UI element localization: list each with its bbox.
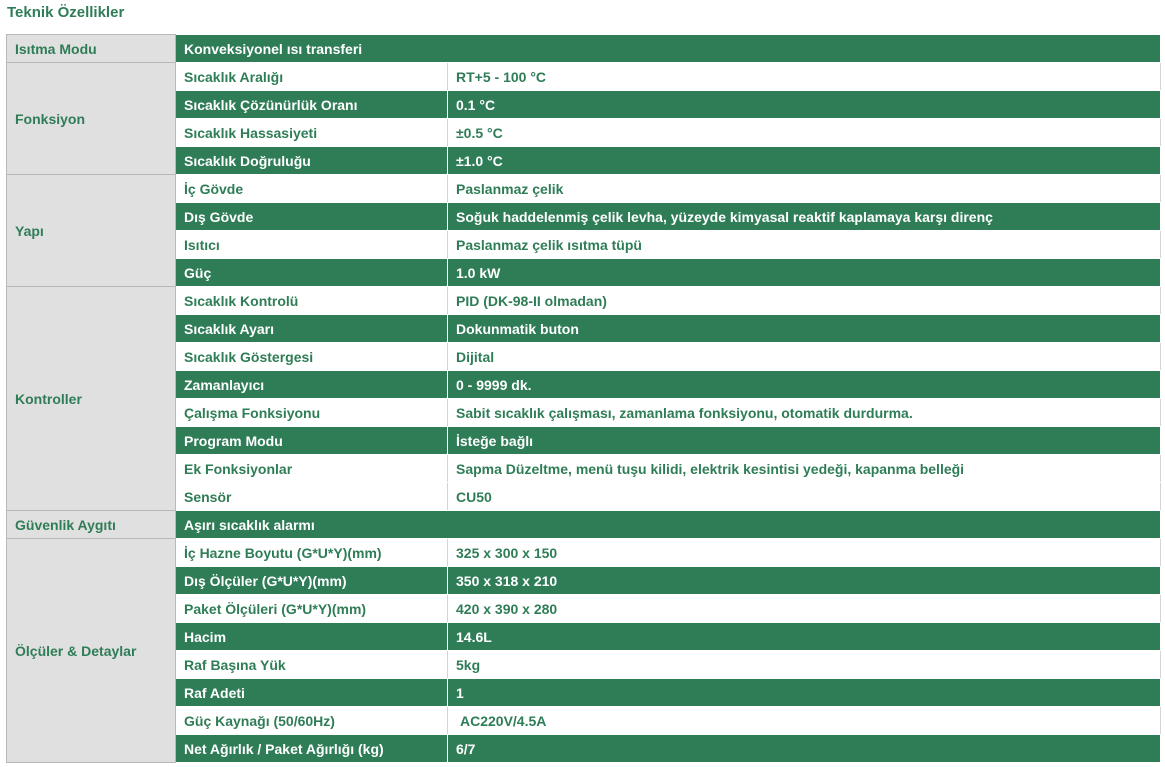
spec-label: Net Ağırlık / Paket Ağırlığı (kg)	[176, 735, 448, 763]
spec-value: 0.1 °C	[448, 91, 1161, 119]
spec-value: RT+5 - 100 °C	[448, 63, 1161, 91]
spec-value: 325 x 300 x 150	[448, 539, 1161, 567]
table-row	[7, 427, 1161, 455]
table-row	[7, 679, 1161, 707]
spec-label: Güç	[176, 259, 448, 287]
table-row	[7, 623, 1161, 651]
table-row	[7, 735, 1161, 763]
spec-label: Güç Kaynağı (50/60Hz)	[176, 707, 448, 735]
table-row	[7, 91, 1161, 119]
spec-label: Sensör	[176, 483, 448, 511]
table-row	[7, 511, 1161, 539]
spec-table-body	[7, 35, 1161, 763]
table-row	[7, 399, 1161, 427]
spec-label: Hacim	[176, 623, 448, 651]
table-row	[7, 203, 1161, 231]
spec-label: Sıcaklık Hassasiyeti	[176, 119, 448, 147]
spec-label: Isıtıcı	[176, 231, 448, 259]
spec-value: Paslanmaz çelik ısıtma tüpü	[448, 231, 1161, 259]
category-cell: Isıtma Modu	[7, 35, 176, 63]
spec-label: Sıcaklık Çözünürlük Oranı	[176, 91, 448, 119]
spec-label: Çalışma Fonksiyonu	[176, 399, 448, 427]
category-cell: Fonksiyon	[7, 63, 176, 175]
spec-value: Soğuk haddelenmiş çelik levha, yüzeyde kimyasal reaktif kaplamaya karşı direnç	[448, 203, 1161, 231]
spec-value: 6/7	[448, 735, 1161, 763]
table-row	[7, 595, 1161, 623]
spec-label: Sıcaklık Ayarı	[176, 315, 448, 343]
spec-value: ±1.0 °C	[448, 147, 1161, 175]
table-row	[7, 455, 1161, 483]
spec-label: Ek Fonksiyonlar	[176, 455, 448, 483]
spec-value: 420 x 390 x 280	[448, 595, 1161, 623]
spec-value: Sabit sıcaklık çalışması, zamanlama fonksiyonu, otomatik durdurma.	[448, 399, 1161, 427]
spec-value: İsteğe bağlı	[448, 427, 1161, 455]
table-row	[7, 651, 1161, 679]
table-row	[7, 483, 1161, 511]
table-row	[7, 147, 1161, 175]
category-cell: Kontroller	[7, 287, 176, 511]
spec-label: Dış Ölçüler (G*U*Y)(mm)	[176, 567, 448, 595]
spec-label: Sıcaklık Doğruluğu	[176, 147, 448, 175]
spec-label: Aşırı sıcaklık alarmı	[176, 511, 1161, 539]
table-row	[7, 539, 1161, 567]
spec-value: 350 x 318 x 210	[448, 567, 1161, 595]
table-row	[7, 371, 1161, 399]
table-row	[7, 707, 1161, 735]
spec-label: İç Gövde	[176, 175, 448, 203]
spec-value: 5kg	[448, 651, 1161, 679]
table-row	[7, 287, 1161, 315]
page-title: Teknik Özellikler	[7, 4, 125, 21]
spec-value: AC220V/4.5A	[448, 707, 1161, 735]
spec-value: Dokunmatik buton	[448, 315, 1161, 343]
table-row	[7, 231, 1161, 259]
category-cell: Güvenlik Aygıtı	[7, 511, 176, 539]
spec-label: Raf Başına Yük	[176, 651, 448, 679]
table-row	[7, 259, 1161, 287]
spec-label: Sıcaklık Göstergesi	[176, 343, 448, 371]
table-row	[7, 35, 1161, 63]
spec-label: Dış Gövde	[176, 203, 448, 231]
table-row	[7, 63, 1161, 91]
table-row	[7, 175, 1161, 203]
spec-value: 0 - 9999 dk.	[448, 371, 1161, 399]
spec-label: Sıcaklık Kontrolü	[176, 287, 448, 315]
spec-label: Sıcaklık Aralığı	[176, 63, 448, 91]
spec-value: PID (DK-98-II olmadan)	[448, 287, 1161, 315]
spec-value: Sapma Düzeltme, menü tuşu kilidi, elektrik kesintisi yedeği, kapanma belleği	[448, 455, 1161, 483]
spec-value: 1.0 kW	[448, 259, 1161, 287]
table-row	[7, 315, 1161, 343]
table-row	[7, 119, 1161, 147]
spec-value: Paslanmaz çelik	[448, 175, 1161, 203]
table-row	[7, 567, 1161, 595]
table-row	[7, 343, 1161, 371]
spec-value: ±0.5 °C	[448, 119, 1161, 147]
spec-value: 14.6L	[448, 623, 1161, 651]
spec-label: Konveksiyonel ısı transferi	[176, 35, 1161, 63]
spec-label: Paket Ölçüleri (G*U*Y)(mm)	[176, 595, 448, 623]
spec-label: Raf Adeti	[176, 679, 448, 707]
category-cell: Ölçüler & Detaylar	[7, 539, 176, 763]
spec-value: CU50	[448, 483, 1161, 511]
spec-label: İç Hazne Boyutu (G*U*Y)(mm)	[176, 539, 448, 567]
spec-label: Zamanlayıcı	[176, 371, 448, 399]
spec-label: Program Modu	[176, 427, 448, 455]
spec-table	[6, 34, 1161, 763]
category-cell: Yapı	[7, 175, 176, 287]
spec-value: 1	[448, 679, 1161, 707]
spec-value: Dijital	[448, 343, 1161, 371]
